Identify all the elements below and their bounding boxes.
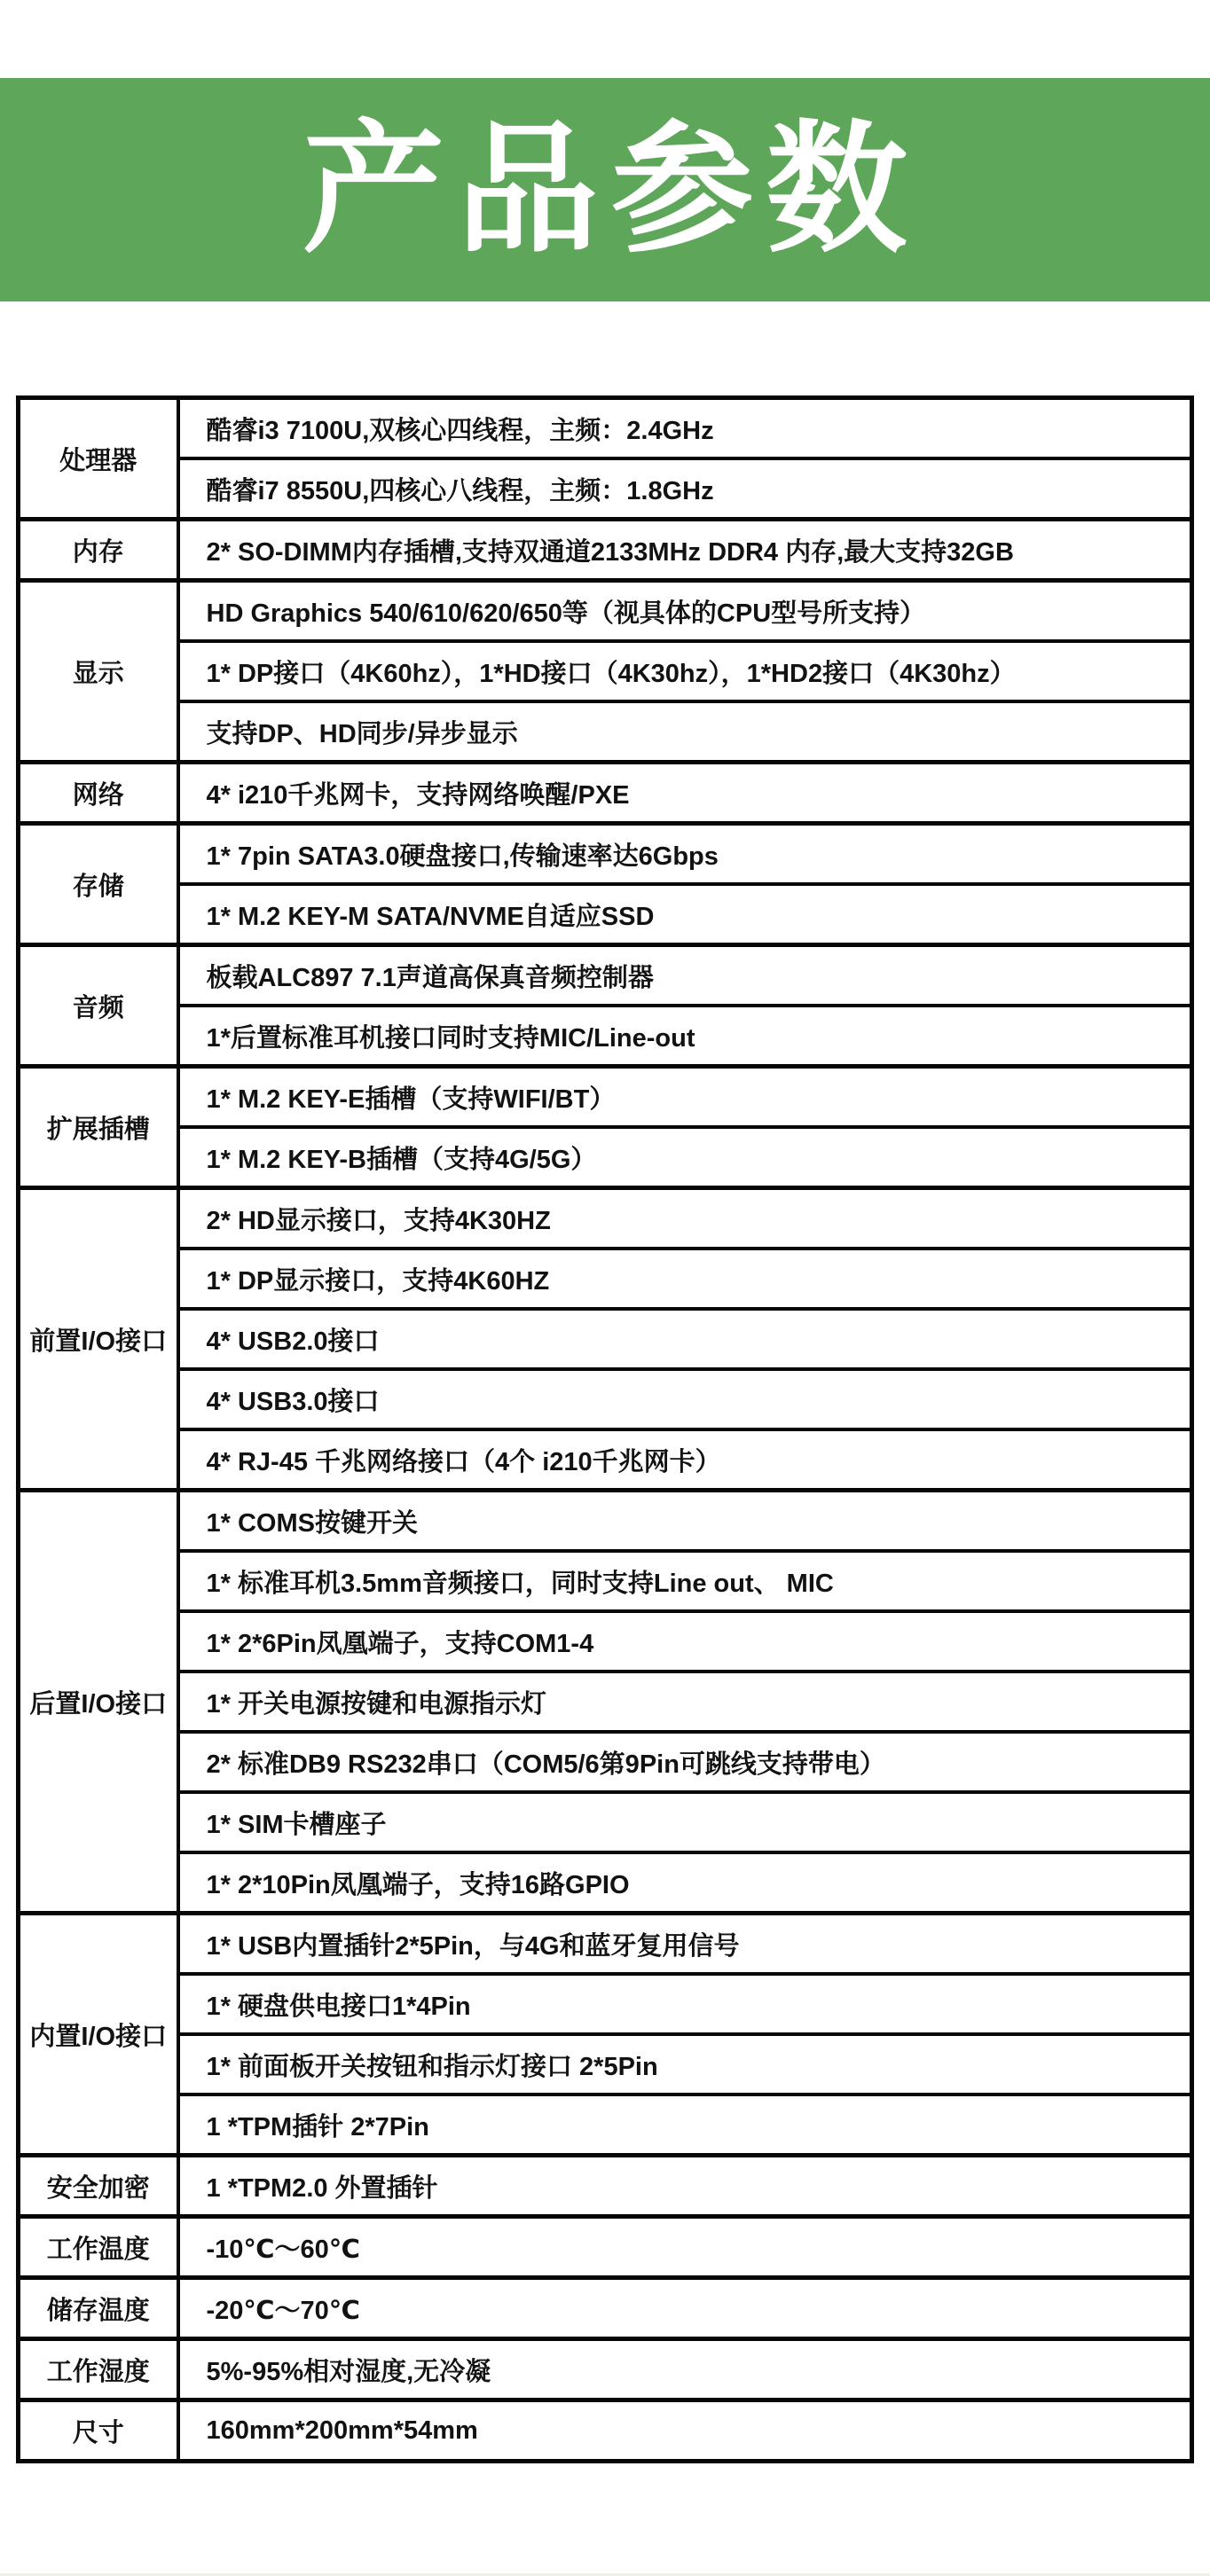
table-row <box>19 1006 1192 1067</box>
section-label-audio: 音频 <box>19 945 178 1067</box>
table-row <box>19 1914 1192 1975</box>
spec-section-rear-io <box>19 1491 1192 1914</box>
spec-value-cell: 1* 前面板开关按钮和指示灯接口 2*5Pin <box>178 2034 1192 2094</box>
spec-value-cell: 1* 开关电源按键和电源指示灯 <box>178 1672 1192 1732</box>
table-row <box>19 1188 1192 1249</box>
spec-value-cell: -10℃～60℃ <box>178 2217 1192 2278</box>
spec-section-dimensions <box>19 2400 1192 2462</box>
section-label-memory: 内存 <box>19 520 178 581</box>
table-row <box>19 1792 1192 1852</box>
table-row <box>19 701 1192 763</box>
table-row <box>19 1309 1192 1369</box>
spec-value-cell: 2* SO-DIMM内存插槽,支持双通道2133MHz DDR4 内存,最大支持32GB <box>178 520 1192 581</box>
spec-section-security <box>19 2156 1192 2217</box>
table-row <box>19 1551 1192 1611</box>
spec-value-cell: 酷睿i7 8550U,四核心八线程，主频：1.8GHz <box>178 458 1192 520</box>
spec-value-cell: 1* M.2 KEY-E插槽（支持WIFI/BT） <box>178 1067 1192 1128</box>
spec-value-cell: 1 *TPM2.0 外置插针 <box>178 2156 1192 2217</box>
table-row <box>19 884 1192 945</box>
spec-value-cell: 5%-95%相对湿度,无冷凝 <box>178 2339 1192 2400</box>
section-label-security: 安全加密 <box>19 2156 178 2217</box>
table-row <box>19 641 1192 701</box>
section-label-operating-temp: 工作温度 <box>19 2217 178 2278</box>
table-row <box>19 945 1192 1006</box>
spec-value-cell: HD Graphics 540/610/620/650等（视具体的CPU型号所支持） <box>178 581 1192 642</box>
spec-section-storage-temp <box>19 2278 1192 2339</box>
spec-value-cell: -20℃～70℃ <box>178 2278 1192 2339</box>
spec-value-cell: 1* 2*6Pin凤凰端子，支持COM1-4 <box>178 1611 1192 1672</box>
spec-value-cell: 1* SIM卡槽座子 <box>178 1792 1192 1852</box>
spec-value-cell: 4* RJ-45 千兆网络接口（4个 i210千兆网卡） <box>178 1429 1192 1491</box>
table-row <box>19 1127 1192 1188</box>
spec-value-cell: 1* COMS按键开关 <box>178 1491 1192 1552</box>
section-label-internal-io: 内置I/O接口 <box>19 1914 178 2156</box>
spec-section-operating-temp <box>19 2217 1192 2278</box>
section-label-storage-temp: 储存温度 <box>19 2278 178 2339</box>
spec-table <box>16 395 1194 2463</box>
table-row <box>19 1369 1192 1429</box>
table-row <box>19 520 1192 581</box>
section-label-dimensions: 尺寸 <box>19 2400 178 2462</box>
section-label-storage: 存储 <box>19 824 178 945</box>
table-row <box>19 1732 1192 1792</box>
spec-value-cell: 1* 2*10Pin凤凰端子，支持16路GPIO <box>178 1852 1192 1914</box>
table-row <box>19 1611 1192 1672</box>
spec-value-cell: 1*后置标准耳机接口同时支持MIC/Line-out <box>178 1006 1192 1067</box>
table-row <box>19 1974 1192 2034</box>
section-label-expansion-slots: 扩展插槽 <box>19 1067 178 1188</box>
table-row <box>19 398 1192 459</box>
table-row <box>19 2217 1192 2278</box>
section-label-display: 显示 <box>19 581 178 763</box>
spec-value-cell: 酷睿i3 7100U,双核心四线程，主频：2.4GHz <box>178 398 1192 459</box>
spec-value-cell: 4* USB2.0接口 <box>178 1309 1192 1369</box>
table-row <box>19 824 1192 885</box>
spec-value-cell: 支持DP、HD同步/异步显示 <box>178 701 1192 763</box>
table-row <box>19 1429 1192 1491</box>
spec-section-storage <box>19 824 1192 945</box>
table-row <box>19 1852 1192 1914</box>
spec-section-display <box>19 581 1192 763</box>
spec-section-expansion-slots <box>19 1067 1192 1188</box>
spec-value-cell: 4* i210千兆网卡，支持网络唤醒/PXE <box>178 763 1192 824</box>
title-banner <box>0 78 1210 301</box>
table-row <box>19 1067 1192 1128</box>
table-row <box>19 581 1192 642</box>
spec-value-cell: 2* HD显示接口，支持4K30HZ <box>178 1188 1192 1249</box>
table-row <box>19 2034 1192 2094</box>
table-row <box>19 2094 1192 2156</box>
section-label-operating-humidity: 工作湿度 <box>19 2339 178 2400</box>
spec-section-operating-humidity <box>19 2339 1192 2400</box>
page-title: 产品参数 <box>302 110 920 269</box>
spec-value-cell: 1 *TPM插针 2*7Pin <box>178 2094 1192 2156</box>
table-row <box>19 458 1192 520</box>
section-label-network: 网络 <box>19 763 178 824</box>
spec-section-audio <box>19 945 1192 1067</box>
table-row <box>19 1491 1192 1552</box>
table-row <box>19 763 1192 824</box>
spec-value-cell: 1* DP接口（4K60hz），1*HD接口（4K30hz），1*HD2接口（4K30hz） <box>178 641 1192 701</box>
spec-value-cell: 板载ALC897 7.1声道高保真音频控制器 <box>178 945 1192 1006</box>
table-row <box>19 2156 1192 2217</box>
spec-value-cell: 1* M.2 KEY-B插槽（支持4G/5G） <box>178 1127 1192 1188</box>
spec-section-processor <box>19 398 1192 520</box>
spec-section-internal-io <box>19 1914 1192 2156</box>
spec-table-container <box>16 395 1194 2463</box>
table-row <box>19 1249 1192 1309</box>
spec-value-cell: 1* 7pin SATA3.0硬盘接口,传输速率达6Gbps <box>178 824 1192 885</box>
section-label-processor: 处理器 <box>19 398 178 520</box>
section-label-rear-io: 后置I/O接口 <box>19 1491 178 1914</box>
table-row <box>19 1672 1192 1732</box>
spec-value-cell: 2* 标准DB9 RS232串口（COM5/6第9Pin可跳线支持带电） <box>178 1732 1192 1792</box>
table-row <box>19 2400 1192 2462</box>
table-row <box>19 2278 1192 2339</box>
spec-value-cell: 4* USB3.0接口 <box>178 1369 1192 1429</box>
spec-value-cell: 160mm*200mm*54mm <box>178 2400 1192 2462</box>
spec-value-cell: 1* M.2 KEY-M SATA/NVME自适应SSD <box>178 884 1192 945</box>
spec-value-cell: 1* USB内置插针2*5Pin，与4G和蓝牙复用信号 <box>178 1914 1192 1975</box>
spec-section-memory <box>19 520 1192 581</box>
table-row <box>19 2339 1192 2400</box>
spec-value-cell: 1* DP显示接口，支持4K60HZ <box>178 1249 1192 1309</box>
section-label-front-io: 前置I/O接口 <box>19 1188 178 1491</box>
spec-value-cell: 1* 标准耳机3.5mm音频接口，同时支持Line out、 MIC <box>178 1551 1192 1611</box>
spec-value-cell: 1* 硬盘供电接口1*4Pin <box>178 1974 1192 2034</box>
spec-section-front-io <box>19 1188 1192 1491</box>
spec-section-network <box>19 763 1192 824</box>
